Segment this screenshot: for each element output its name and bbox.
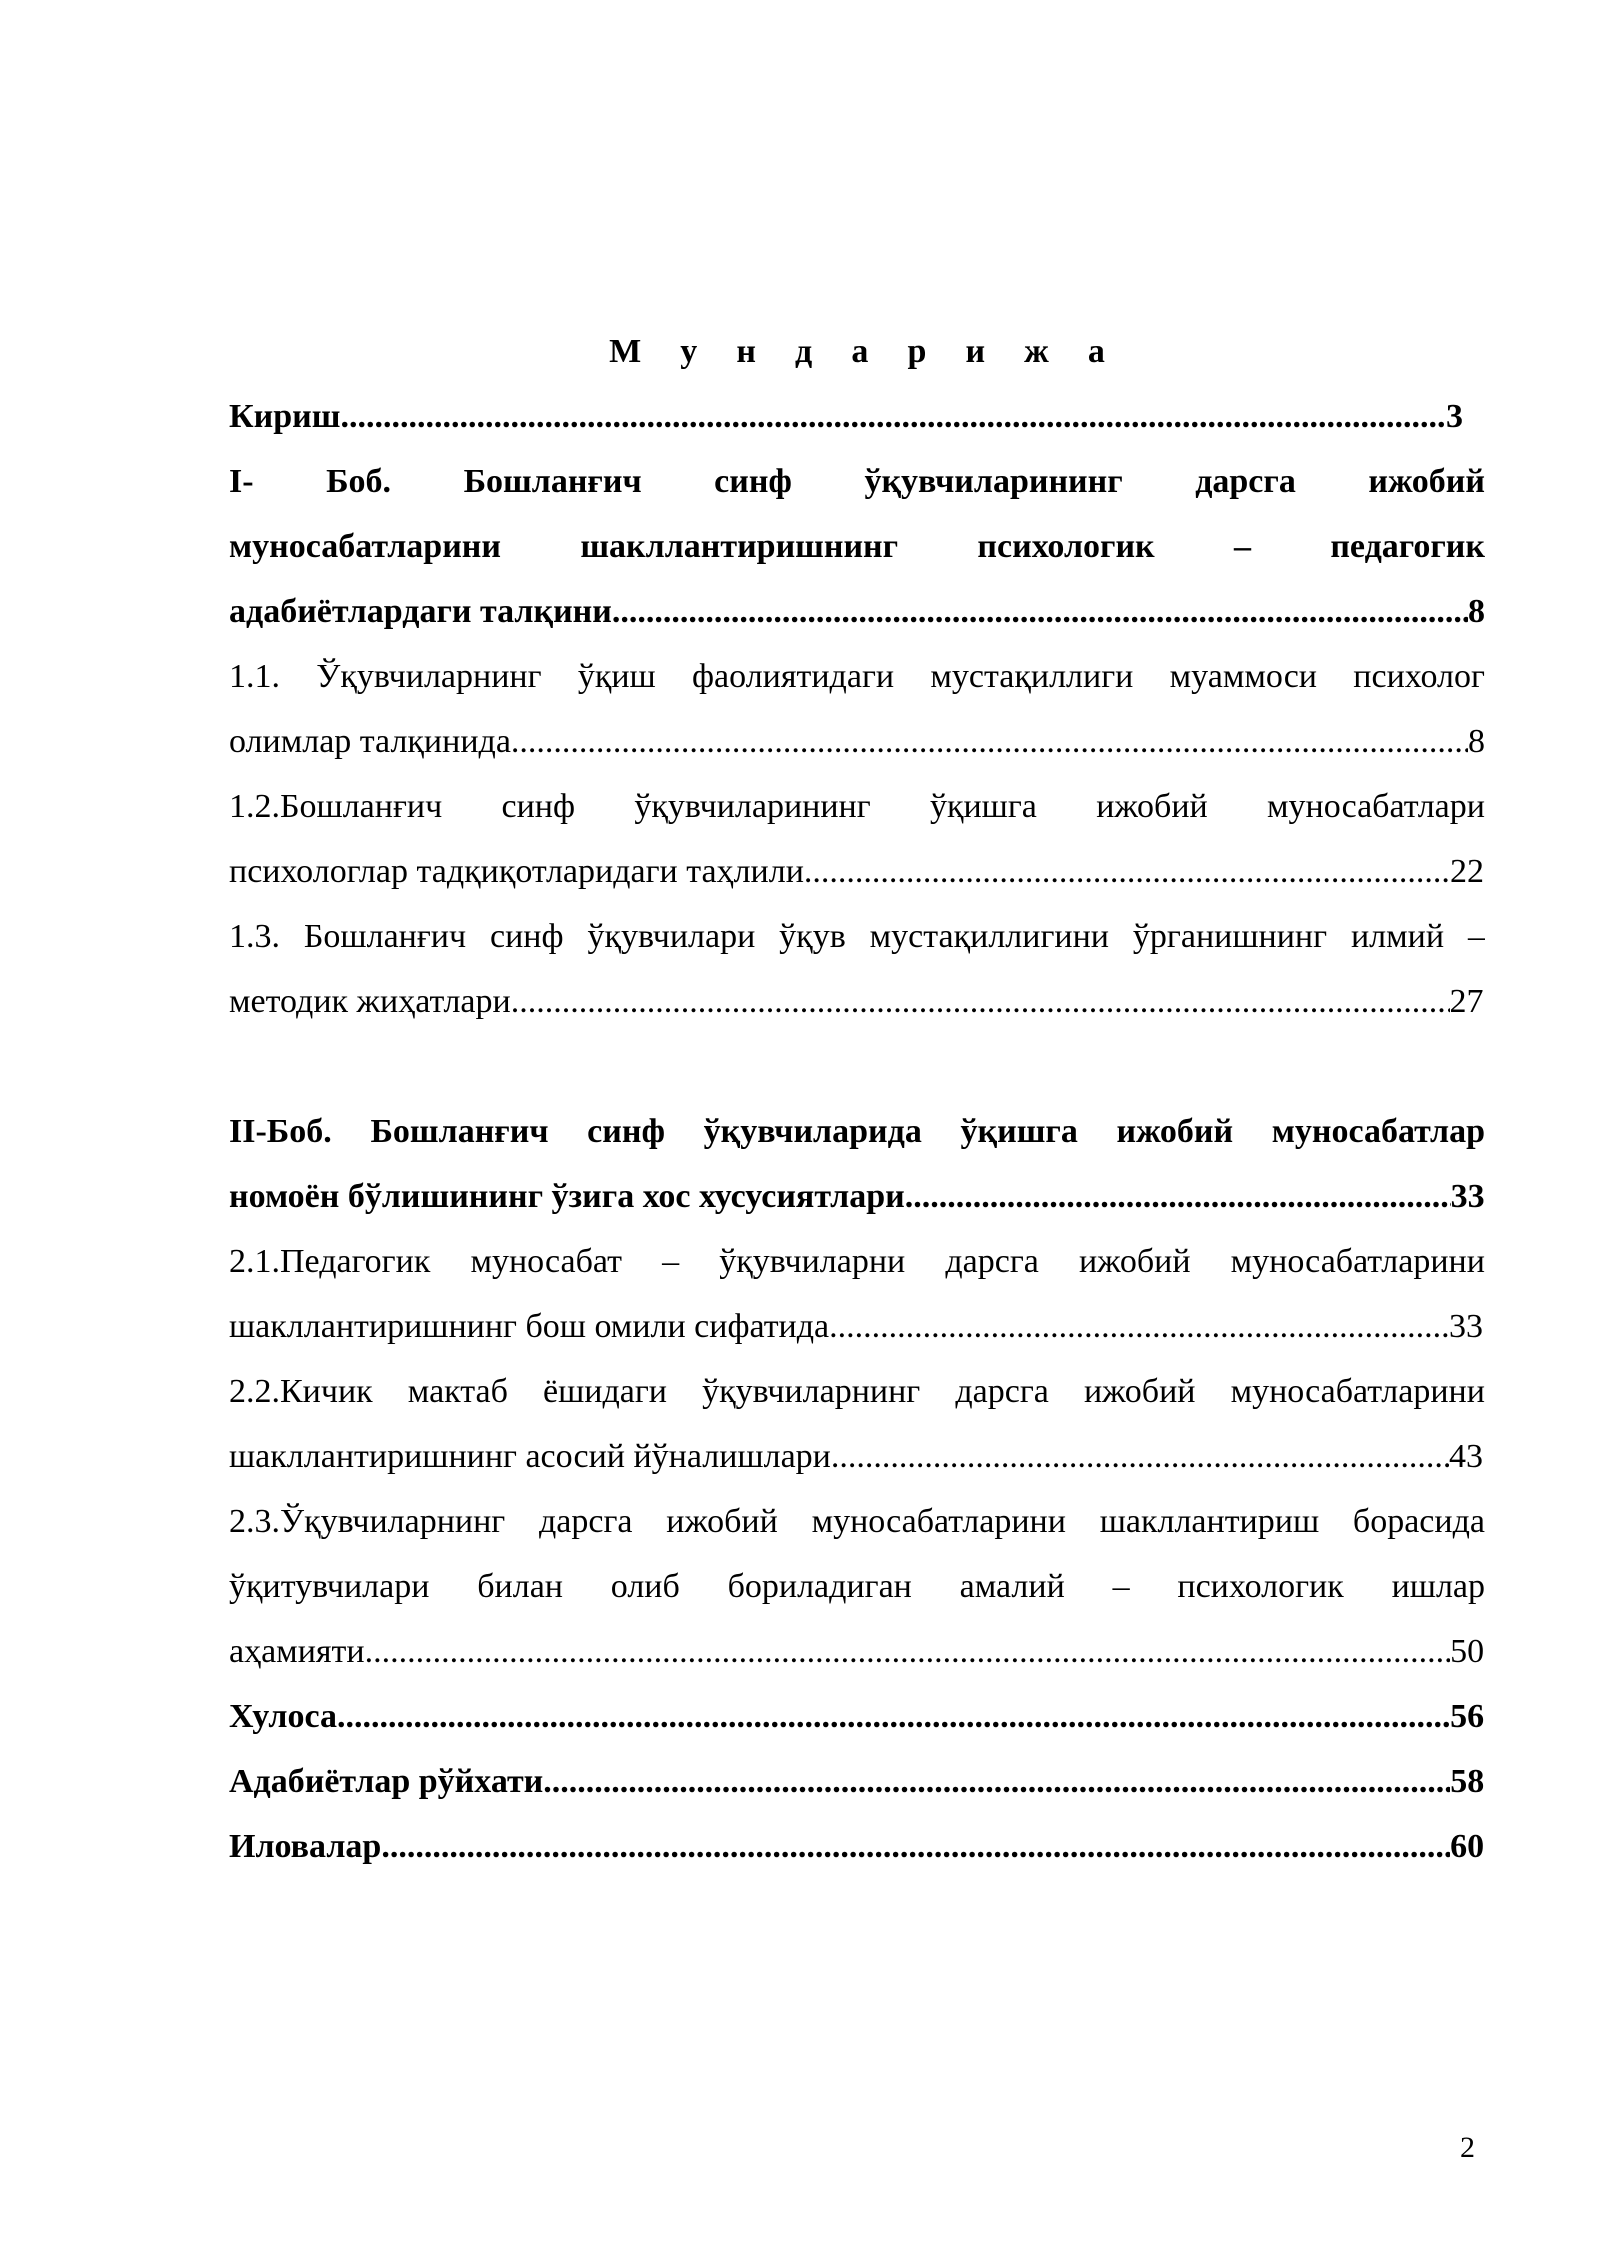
word: мактаб xyxy=(407,1373,508,1410)
toc-section-2-3-line-3 xyxy=(229,1619,1485,1684)
word: борасида xyxy=(1352,1503,1485,1540)
word: – xyxy=(662,1243,680,1280)
word: ижобий xyxy=(666,1503,778,1540)
toc-page-number: 43 xyxy=(1449,1438,1484,1475)
word: муносабатларини xyxy=(229,528,501,565)
word: 1.1. xyxy=(229,658,280,695)
toc-entry-text: Хулоса xyxy=(229,1698,337,1735)
dot-leader xyxy=(511,969,1450,1034)
toc-chapter-2-line-1 xyxy=(229,1099,1485,1164)
word: синф xyxy=(490,918,564,955)
word: Бошланғич xyxy=(463,463,642,500)
word: дарсга xyxy=(945,1243,1039,1280)
page-title: М у н д а р и ж а xyxy=(609,333,1121,370)
word: ўқишга xyxy=(929,788,1037,825)
toc-section-1-2-line-2 xyxy=(229,839,1485,904)
word: ижобий xyxy=(1116,1113,1234,1150)
dot-leader xyxy=(831,1424,1449,1489)
word: синф xyxy=(587,1113,665,1150)
word: 1.3. xyxy=(229,918,280,955)
toc-section-1-3-line-2 xyxy=(229,969,1485,1034)
toc-entry-text: аҳамияти xyxy=(229,1633,365,1670)
word: ижобий xyxy=(1083,1373,1196,1410)
dot-leader xyxy=(365,1619,1451,1684)
word: I- xyxy=(229,463,254,500)
word: дарсга xyxy=(1195,463,1296,500)
word: бориладиган xyxy=(727,1568,912,1605)
toc-entry-conclusion xyxy=(229,1684,1485,1749)
word: мустақиллиги xyxy=(930,658,1134,695)
word: муносабатларини xyxy=(1230,1373,1485,1410)
toc-entry-text: олимлар талқинида xyxy=(229,723,511,760)
toc-section-1-1-line-1 xyxy=(229,644,1485,709)
word: муаммоси xyxy=(1169,658,1317,695)
word: шакллантириш xyxy=(1099,1503,1320,1540)
page-number: 2 xyxy=(1460,2131,1475,2164)
toc-section-1-3-line-1 xyxy=(229,904,1485,969)
toc-entry-intro xyxy=(229,384,1485,449)
dot-leader xyxy=(340,384,1446,449)
toc-entry-text: Адабиётлар рўйхати xyxy=(229,1763,544,1800)
toc-entry-text: психологлар тадқиқотларидаги таҳлили xyxy=(229,853,804,890)
toc-page-number: 27 xyxy=(1449,983,1484,1020)
word: ўқув xyxy=(779,918,846,955)
toc-chapter-1-line-1 xyxy=(229,449,1485,514)
toc-entry-text: методик жиҳатлари xyxy=(229,983,511,1020)
word: муносабатларини xyxy=(811,1503,1066,1540)
word: ижобий xyxy=(1368,463,1485,500)
word: педагогик xyxy=(1330,528,1485,565)
word: олиб xyxy=(610,1568,680,1605)
toc-chapter-2-line-2 xyxy=(229,1164,1485,1229)
word: ўқувчиларни xyxy=(719,1243,906,1280)
word: 2.2.Кичик xyxy=(229,1373,373,1410)
word: – xyxy=(1467,918,1485,955)
toc-entry-text: шакллантиришнинг бош омили сифатида xyxy=(229,1308,830,1345)
word: ўқувчилари xyxy=(587,918,756,955)
word: 1.2.Бошланғич xyxy=(229,788,443,825)
spacer xyxy=(229,1034,1485,1099)
toc-entry-text: Иловалар xyxy=(229,1828,382,1865)
toc-page-number: 58 xyxy=(1450,1763,1485,1800)
word: 2.3.Ўқувчиларнинг xyxy=(229,1503,506,1540)
word: билан xyxy=(477,1568,563,1605)
word: II-Боб. xyxy=(229,1113,332,1150)
word: ишлар xyxy=(1391,1568,1485,1605)
word: Бошланғич xyxy=(370,1113,549,1150)
word: Бошланғич xyxy=(303,918,467,955)
dot-leader xyxy=(829,1294,1449,1359)
toc-entry-text: адабиётлардаги талқини xyxy=(229,593,612,630)
toc-entry-text: шакллантиришнинг асосий йўналишлари xyxy=(229,1438,831,1475)
toc-page-number: 3 xyxy=(1446,398,1464,435)
word: Боб. xyxy=(326,463,392,500)
word: ўқувчиларида xyxy=(703,1113,922,1150)
table-of-contents xyxy=(229,320,1485,1879)
word: – xyxy=(1112,1568,1130,1605)
toc-section-2-2-line-1 xyxy=(229,1359,1485,1424)
toc-page-number: 22 xyxy=(1449,853,1484,890)
word: 2.1.Педагогик xyxy=(229,1243,431,1280)
word: муносабат xyxy=(470,1243,622,1280)
word: психологик xyxy=(1177,1568,1344,1605)
toc-entry-text: Кириш xyxy=(229,398,341,435)
word: психологик xyxy=(977,528,1155,565)
toc-page-number: 50 xyxy=(1450,1633,1485,1670)
word: муносабатлар xyxy=(1271,1113,1485,1150)
toc-section-2-1-line-1 xyxy=(229,1229,1485,1294)
toc-page-number: 8 xyxy=(1468,593,1485,630)
word: психолог xyxy=(1353,658,1485,695)
dot-leader xyxy=(612,579,1468,644)
dot-leader xyxy=(337,1684,1450,1749)
toc-entry-text: номоён бўлишининг ўзига хос хусусиятлари xyxy=(229,1178,905,1215)
word: синф xyxy=(501,788,576,825)
dot-leader xyxy=(905,1164,1451,1229)
toc-section-2-1-line-2 xyxy=(229,1294,1485,1359)
toc-page-number: 8 xyxy=(1468,723,1485,760)
dot-leader xyxy=(543,1749,1450,1814)
dot-leader xyxy=(511,709,1468,774)
word: ўқитувчилари xyxy=(229,1568,430,1605)
word: амалий xyxy=(959,1568,1065,1605)
word: ижобий xyxy=(1078,1243,1191,1280)
word: ўқиш xyxy=(577,658,656,695)
toc-section-2-3-line-1 xyxy=(229,1489,1485,1554)
word: ўқувчиларининг xyxy=(634,788,871,825)
toc-page-number: 56 xyxy=(1450,1698,1485,1735)
toc-chapter-1-line-3 xyxy=(229,579,1485,644)
toc-entry-appendices xyxy=(229,1814,1485,1879)
word: дарсга xyxy=(955,1373,1049,1410)
word: дарсга xyxy=(539,1503,633,1540)
word: шакллантиришнинг xyxy=(580,528,899,565)
word: муносабатларини xyxy=(1230,1243,1485,1280)
word: ўқувчиларининг xyxy=(864,463,1123,500)
word: фаолиятидаги xyxy=(692,658,895,695)
word: Ўқувчиларнинг xyxy=(316,658,542,695)
word: ўқишга xyxy=(960,1113,1078,1150)
word: мустақиллигини xyxy=(869,918,1110,955)
toc-page-number: 60 xyxy=(1450,1828,1485,1865)
toc-section-1-2-line-1 xyxy=(229,774,1485,839)
toc-entry-bibliography xyxy=(229,1749,1485,1814)
word: синф xyxy=(714,463,792,500)
word: ўрганишнинг xyxy=(1132,918,1328,955)
word: ёшидаги xyxy=(542,1373,667,1410)
word: – xyxy=(1234,528,1251,565)
word: илмий xyxy=(1350,918,1445,955)
toc-section-2-2-line-2 xyxy=(229,1424,1485,1489)
word: ўқувчиларнинг xyxy=(702,1373,921,1410)
toc-page-number: 33 xyxy=(1449,1308,1484,1345)
toc-page-number: 33 xyxy=(1450,1178,1485,1215)
word: муносабатлари xyxy=(1267,788,1485,825)
toc-section-2-3-line-2 xyxy=(229,1554,1485,1619)
dot-leader xyxy=(804,839,1450,904)
dot-leader xyxy=(381,1814,1450,1879)
toc-section-1-1-line-2 xyxy=(229,709,1485,774)
toc-chapter-1-line-2 xyxy=(229,514,1485,579)
word: ижобий xyxy=(1096,788,1208,825)
